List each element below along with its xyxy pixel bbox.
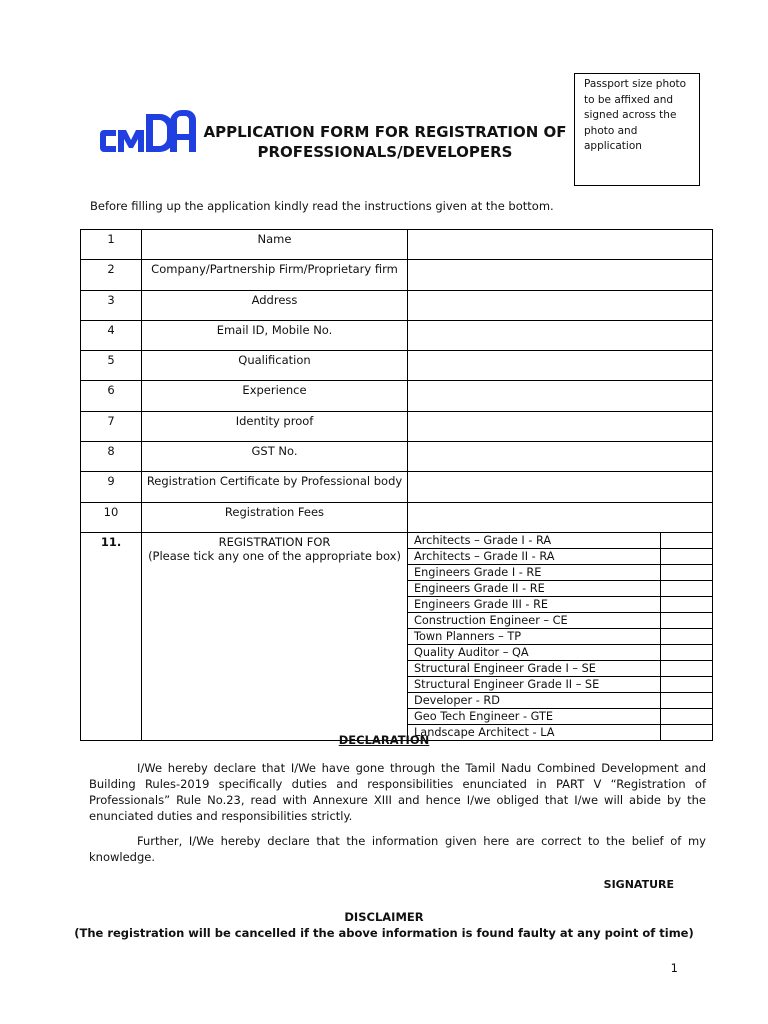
declaration-paragraph-2: Further, I/We hereby declare that the information given here are correct to the belief of my knowledge. — [89, 834, 706, 864]
row-number: 3 — [81, 290, 142, 320]
row-number: 5 — [81, 351, 142, 381]
option-row — [408, 644, 712, 660]
option-label: Construction Engineer – CE — [408, 612, 660, 628]
option-label: Architects – Grade I - RA — [408, 533, 660, 549]
tick-box[interactable] — [660, 596, 712, 612]
form-title-line2: PROFESSIONALS/DEVELOPERS — [257, 143, 513, 161]
option-label: Engineers Grade III - RE — [408, 596, 660, 612]
tick-box[interactable] — [660, 612, 712, 628]
option-label: Architects – Grade II - RA — [408, 548, 660, 564]
row-number: 9 — [81, 472, 142, 502]
option-row — [408, 708, 712, 724]
declaration-paragraph-1: I/We hereby declare that I/We have gone through the Tamil Nadu Combined Development and Building Rules-2019 specifically duties and responsibilities enunciated in PART V “Registration of Professionals” Rule No.23, read with Annexure XIII and hence I/we obliged that I/we will abide by the enunciated duties and responsibilities strictly. — [89, 761, 706, 823]
row-number: 4 — [81, 320, 142, 350]
option-label: Structural Engineer Grade I – SE — [408, 660, 660, 676]
row-label: Name — [142, 230, 408, 260]
form-title-line1: APPLICATION FORM FOR REGISTRATION OF — [203, 123, 567, 141]
form-row-name — [81, 230, 713, 260]
row-number: 2 — [81, 260, 142, 290]
passport-photo-box — [574, 73, 700, 186]
option-label: Developer - RD — [408, 692, 660, 708]
option-label: Geo Tech Engineer - GTE — [408, 708, 660, 724]
tick-box[interactable] — [660, 548, 712, 564]
option-label: Quality Auditor – QA — [408, 644, 660, 660]
row-label: Qualification — [142, 351, 408, 381]
form-row-qualification — [81, 351, 713, 381]
photo-box-text: Passport size photo to be affixed and signed across the photo and application — [584, 78, 687, 152]
row-label: Identity proof — [142, 411, 408, 441]
form-row-gst — [81, 442, 713, 472]
application-table — [80, 229, 713, 741]
row-label: Email ID, Mobile No. — [142, 320, 408, 350]
option-label: Engineers Grade II - RE — [408, 580, 660, 596]
option-row — [408, 564, 712, 580]
option-row — [408, 548, 712, 564]
row-label: Company/Partnership Firm/Proprietary firm — [142, 260, 408, 290]
form-row-email — [81, 320, 713, 350]
company-field[interactable] — [408, 260, 713, 290]
tick-box[interactable] — [660, 708, 712, 724]
row-number: 11. — [81, 532, 142, 740]
signature-label: SIGNATURE — [603, 878, 674, 891]
option-label: Town Planners – TP — [408, 628, 660, 644]
row-label: Address — [142, 290, 408, 320]
option-row — [408, 580, 712, 596]
tick-box[interactable] — [660, 692, 712, 708]
form-row-company — [81, 260, 713, 290]
disclaimer-title: DISCLAIMER — [344, 910, 424, 924]
registration-label-line2: (Please tick any one of the appropriate box) — [148, 548, 401, 563]
form-row-address — [81, 290, 713, 320]
disclaimer-text: (The registration will be cancelled if the above information is found faulty at any point of time) — [74, 926, 694, 940]
row-label: Experience — [142, 381, 408, 411]
tick-box[interactable] — [660, 580, 712, 596]
row-number: 10 — [81, 502, 142, 532]
option-label: Engineers Grade I - RE — [408, 564, 660, 580]
form-row-identity — [81, 411, 713, 441]
registration-options-table — [408, 533, 712, 740]
registration-options-cell — [408, 532, 713, 740]
tick-box[interactable] — [660, 533, 712, 549]
row-label: Registration Certificate by Professional body — [142, 472, 408, 502]
tick-box[interactable] — [660, 660, 712, 676]
option-row — [408, 612, 712, 628]
certificate-field[interactable] — [408, 472, 713, 502]
tick-box[interactable] — [660, 628, 712, 644]
tick-box[interactable] — [660, 676, 712, 692]
row-number: 7 — [81, 411, 142, 441]
address-field[interactable] — [408, 290, 713, 320]
row-label: Registration Fees — [142, 502, 408, 532]
form-row-fees — [81, 502, 713, 532]
form-row-experience — [81, 381, 713, 411]
option-row — [408, 533, 712, 549]
option-label: Structural Engineer Grade II – SE — [408, 676, 660, 692]
row-number: 8 — [81, 442, 142, 472]
email-mobile-field[interactable] — [408, 320, 713, 350]
tick-box[interactable] — [660, 564, 712, 580]
row-label: GST No. — [142, 442, 408, 472]
page-number: 1 — [670, 961, 678, 975]
fees-field[interactable] — [408, 502, 713, 532]
cmda-logo — [98, 106, 198, 164]
registration-label-line1: REGISTRATION FOR — [218, 534, 331, 549]
option-row — [408, 676, 712, 692]
form-row-registration — [81, 532, 713, 740]
name-field[interactable] — [408, 230, 713, 260]
option-row — [408, 596, 712, 612]
row-number: 1 — [81, 230, 142, 260]
option-label: Landscape Architect - LA — [414, 725, 555, 739]
row-number: 6 — [81, 381, 142, 411]
form-title — [200, 122, 570, 162]
declaration-title: DECLARATION — [338, 733, 430, 747]
qualification-field[interactable] — [408, 351, 713, 381]
instruction-text: Before filling up the application kindly read the instructions given at the bottom. — [90, 199, 554, 213]
option-row — [408, 628, 712, 644]
experience-field[interactable] — [408, 381, 713, 411]
gst-field[interactable] — [408, 442, 713, 472]
tick-box[interactable] — [660, 644, 712, 660]
option-row — [408, 692, 712, 708]
option-row — [408, 660, 712, 676]
identity-proof-field[interactable] — [408, 411, 713, 441]
registration-label — [142, 532, 408, 740]
form-row-certificate — [81, 472, 713, 502]
